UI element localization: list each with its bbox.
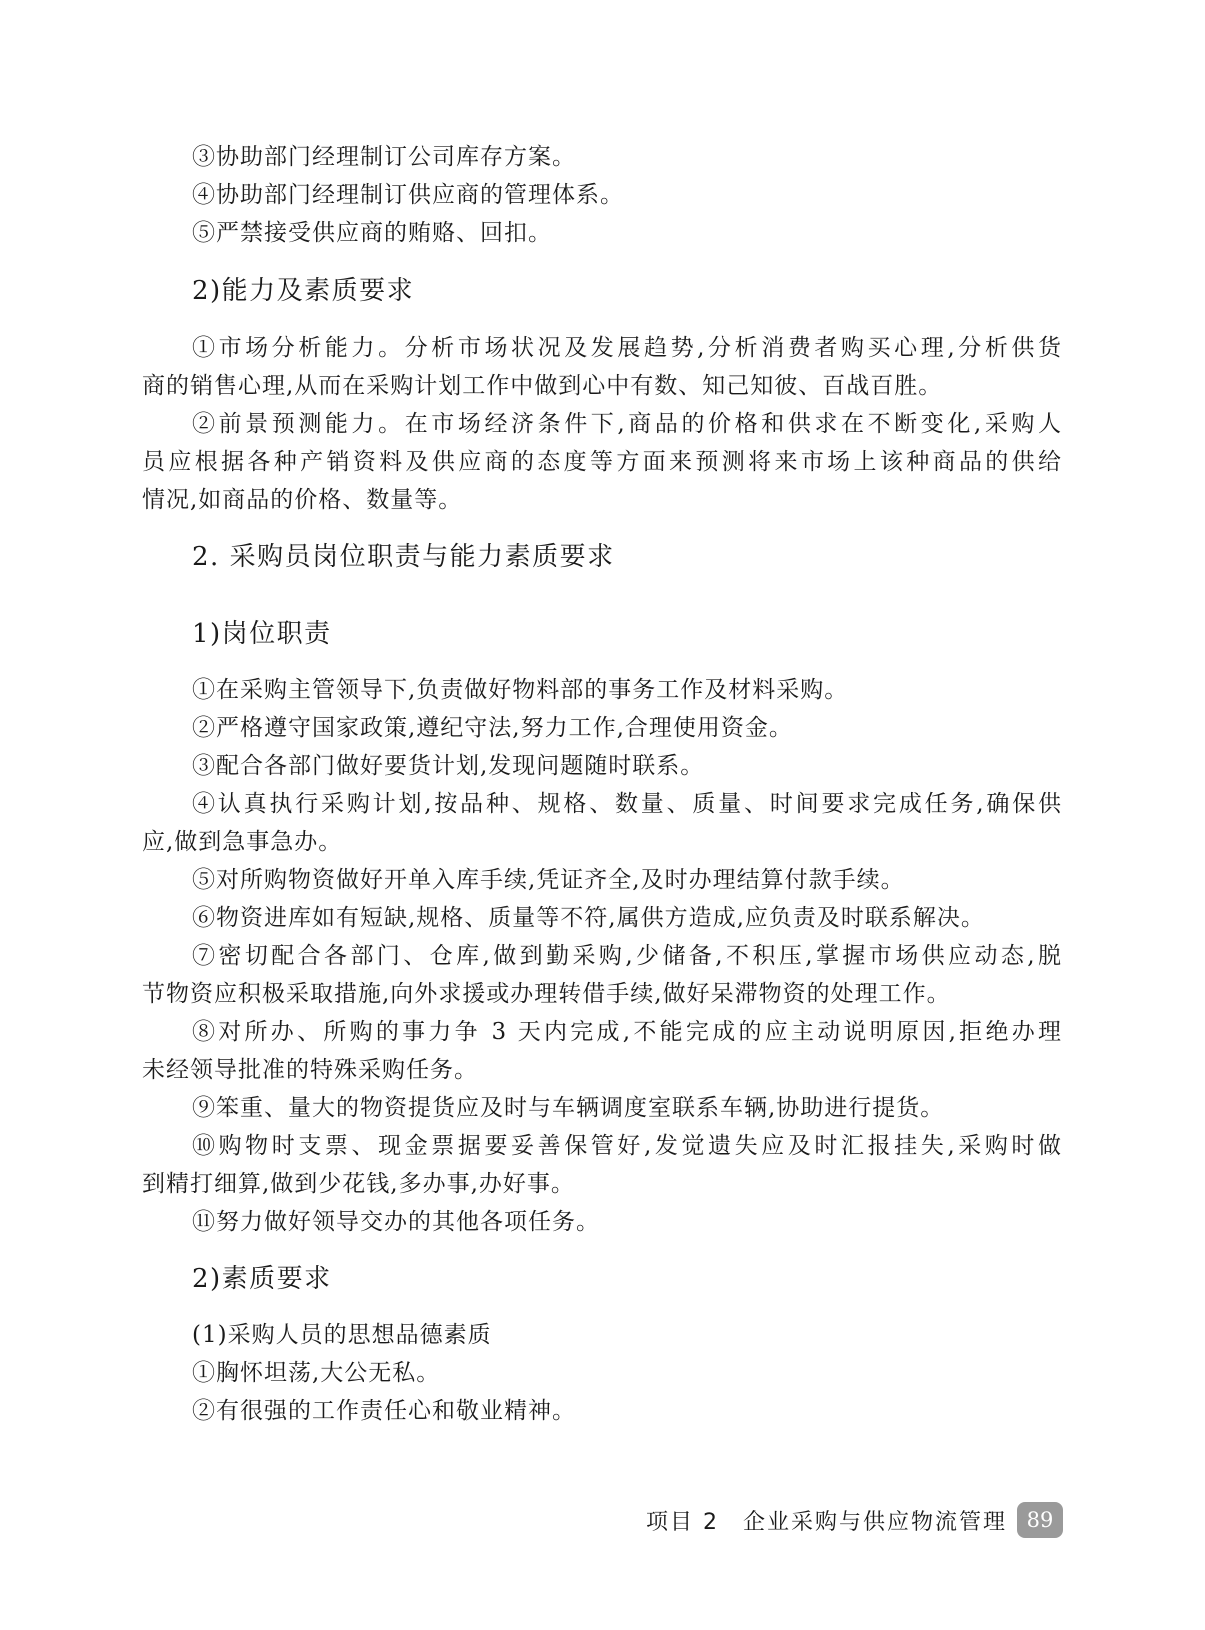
text-line: ②严格遵守国家政策,遵纪守法,努力工作,合理使用资金。 [192,715,793,741]
text-line: ⑥物资进库如有短缺,规格、质量等不符,属供方造成,应负责及时联系解决。 [192,905,985,931]
page-number-badge: 89 [1017,1502,1063,1538]
text-line: 商的销售心理,从而在采购计划工作中做到心中有数、知己知彼、百战百胜。 [142,373,943,399]
text-line: ⑩购物时支票、现金票据要妥善保管好,发觉遗失应及时汇报挂失,采购时做 [192,1133,1062,1159]
text-line: ⑪努力做好领导交办的其他各项任务。 [192,1209,600,1235]
text-line: ②前景预测能力。在市场经济条件下,商品的价格和供求在不断变化,采购人 [192,411,1062,437]
text-line: ②有很强的工作责任心和敬业精神。 [192,1398,576,1424]
running-footer-title: 项目 2 企业采购与供应物流管理 [646,1509,1007,1535]
page-footer [646,1500,1063,1540]
section-heading: 2)素质要求 [192,1264,332,1294]
section-heading: 1)岗位职责 [192,619,332,649]
section-heading: 2)能力及素质要求 [192,276,415,306]
text-line: ⑧对所办、所购的事力争 3 天内完成,不能完成的应主动说明原因,拒绝办理 [192,1019,1062,1045]
text-line: ③协助部门经理制订公司库存方案。 [192,144,576,170]
text-line: ⑤对所购物资做好开单入库手续,凭证齐全,及时办理结算付款手续。 [192,867,905,893]
text-line: 到精打细算,做到少花钱,多办事,办好事。 [142,1171,575,1197]
text-line: 节物资应积极采取措施,向外求援或办理转借手续,做好呆滞物资的处理工作。 [142,981,951,1007]
text-line: ⑨笨重、量大的物资提货应及时与车辆调度室联系车辆,协助进行提货。 [192,1095,945,1121]
text-line: 未经领导批准的特殊采购任务。 [142,1057,478,1083]
text-line: 应,做到急事急办。 [142,829,343,855]
text-line: ④认真执行采购计划,按品种、规格、数量、质量、时间要求完成任务,确保供 [192,791,1062,817]
text-line: 情况,如商品的价格、数量等。 [142,487,463,513]
text-line: 员应根据各种产销资料及供应商的态度等方面来预测将来市场上该种商品的供给 [142,449,1062,475]
text-line: ⑤严禁接受供应商的贿赂、回扣。 [192,220,552,246]
text-line: ③配合各部门做好要货计划,发现问题随时联系。 [192,753,705,779]
text-line: ①在采购主管领导下,负责做好物料部的事务工作及材料采购。 [192,677,849,703]
text-line: ⑦密切配合各部门、仓库,做到勤采购,少储备,不积压,掌握市场供应动态,脱 [192,943,1062,969]
text-line: ①市场分析能力。分析市场状况及发展趋势,分析消费者购买心理,分析供货 [192,335,1062,361]
section-heading: 2. 采购员岗位职责与能力素质要求 [192,542,615,572]
text-line: ①胸怀坦荡,大公无私。 [192,1360,441,1386]
text-line: ④协助部门经理制订供应商的管理体系。 [192,182,624,208]
text-line: (1)采购人员的思想品德素质 [192,1322,492,1348]
